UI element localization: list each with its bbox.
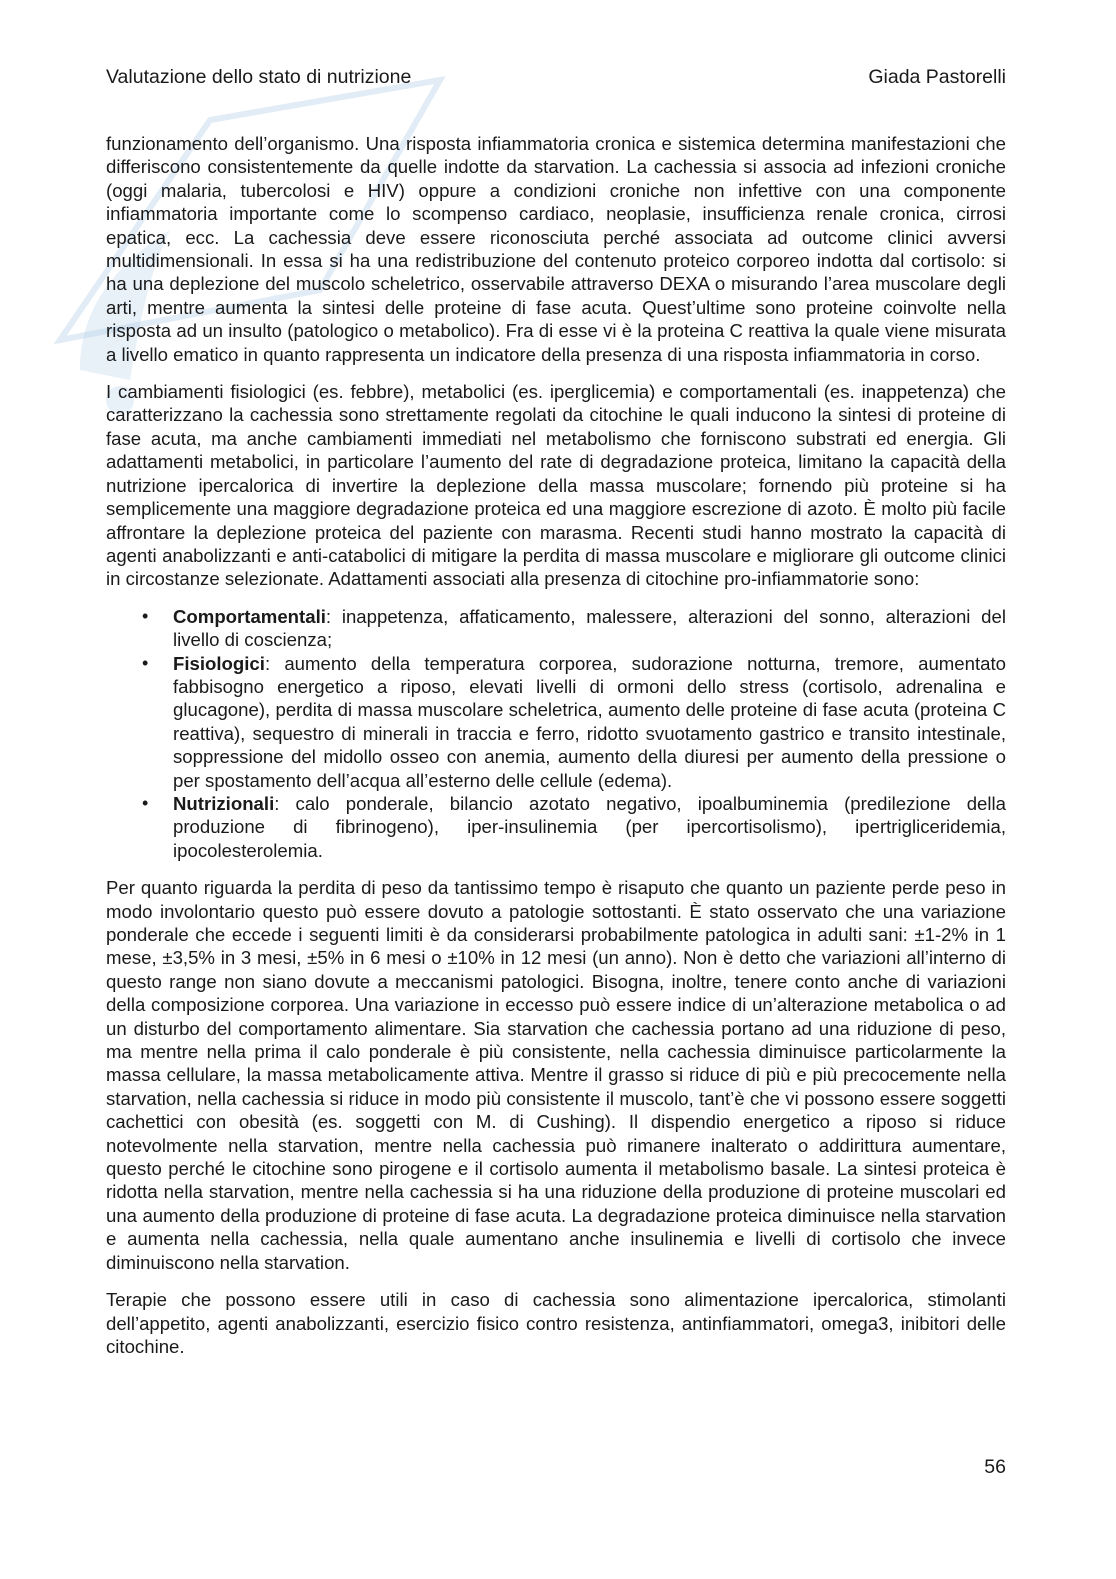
list-item-label: Nutrizionali xyxy=(173,792,275,814)
list-item-text: : aumento della temperatura corporea, sudorazione notturna, tremore, aumentato fabbisogno energetico a riposo, elevati livelli di ormoni dello stress (cortisolo, adrenalina e glucagone), perdita di massa muscolare scheletrica, aumento delle proteine di fase acuta (proteina C reattiva), sequestro di minerali in traccia e ferro, ridotto svuotamento gastrico e transito intestinale, soppressione del midollo osseo con anemia, aumento della diuresi per aumento della pressione o per spostamento dell’acqua all’esterno delle cellule (edema). xyxy=(173,652,1006,791)
list-item xyxy=(142,605,1006,652)
bullet-icon: • xyxy=(142,792,149,813)
list-item xyxy=(142,652,1006,792)
paragraph: Terapie che possono essere utili in caso di cachessia sono alimentazione ipercalorica, stimolanti dell’appetito, agenti anabolizzanti, esercizio fisico contro resistenza, antinfiammatori, omega3, inibitori delle citochine. xyxy=(106,1289,1006,1357)
page-header xyxy=(106,66,1006,94)
page-number: 56 xyxy=(984,1456,1006,1478)
bullet-list xyxy=(106,605,1006,862)
paragraph: Per quanto riguarda la perdita di peso da tantissimo tempo è risaputo che quanto un paziente perde peso in modo involontario questo può essere dovuto a patologie sottostanti. È stato osservato che una variazione ponderale che eccede i seguenti limiti è da considerarsi probabilmente patologica in adulti sani: ±1-2% in 1 mese, ±3,5% in 3 mesi, ±5% in 6 mesi o ±10% in 12 mesi (un anno). Non è detto che variazioni all’interno di questo range non siano dovute a meccanismi patologici. Bisogna, inoltre, tenere conto anche di variazioni della composizione corporea. Una variazione in eccesso può essere indice di un’alterazione metabolica o ad un disturbo del comportamento alimentare. Sia starvation che cachessia portano ad una riduzione di peso, ma mentre nella prima il calo ponderale è più consistente, nella cachessia diminuisce particolarmente la massa cellulare, la massa metabolicamente attiva. Mentre il grasso si riduce di più e più precocemente nella starvation, nella cachessia si riduce in modo più consistente il muscolo, tant’è che vi possono essere soggetti cachettici con obesità (es. soggetti con M. di Cushing). Il dispendio energetico a riposo si riduce notevolmente nella starvation, mentre nella cachessia può rimanere inalterato o addirittura aumentare, questo perché le citochine sono pirogene e il cortisolo aumenta il metabolismo basale. La sintesi proteica è ridotta nella starvation, mentre nella cachessia si ha una riduzione della produzione di proteine muscolari ed una aumento della produzione di proteine di fase acuta. La degradazione proteica diminuisce nella starvation e aumenta nella cachessia, nella quale aumentano anche insulinemia e livelli di cortisolo che invece diminuiscono nella starvation. xyxy=(106,877,1006,1273)
list-item xyxy=(142,792,1006,862)
bullet-icon: • xyxy=(142,652,149,673)
document-body xyxy=(106,132,1006,1372)
header-author: Giada Pastorelli xyxy=(868,66,1006,88)
paragraph: I cambiamenti fisiologici (es. febbre), metabolici (es. iperglicemia) e comportamentali (es. inappetenza) che caratterizzano la cachessia sono strettamente regolati da citochine le quali inducono la sintesi di proteine di fase acuta, ma anche cambiamenti immediati nel metabolismo che forniscono substrati ed energia. Gli adattamenti metabolici, in particolare l’aumento del rate di degradazione proteica, limitano la capacità della nutrizione ipercalorica di invertire la deplezione della massa muscolare; fornendo più proteine si ha semplicemente una maggiore degradazione proteica ed una maggiore escrezione di azoto. È molto più facile affrontare la deplezione proteica del paziente con marasma. Recenti studi hanno mostrato la capacità di agenti anabolizzanti e anti-catabolici di mitigare la perdita di massa muscolare e migliorare gli outcome clinici in circostanze selezionate. Adattamenti associati alla presenza di citochine pro-infiammatorie sono: xyxy=(106,381,1006,590)
list-item-text: : calo ponderale, bilancio azotato negativo, ipoalbuminemia (predilezione della produzione di fibrinogeno), iper-insulinemia (per ipercortisolismo), ipertrigliceridemia, ipocolesterolemia. xyxy=(173,792,1006,861)
bullet-icon: • xyxy=(142,605,149,626)
list-item-label: Fisiologici xyxy=(173,652,265,674)
header-title: Valutazione dello stato di nutrizione xyxy=(106,66,412,88)
paragraph: funzionamento dell’organismo. Una risposta infiammatoria cronica e sistemica determina manifestazioni che differiscono consistentemente da quelle indotte da starvation. La cachessia si associa ad infezioni croniche (oggi malaria, tubercolosi e HIV) oppure a condizioni croniche non infettive con una componente infiammatoria importante come lo scompenso cardiaco, neoplasie, insufficienza renale cronica, cirrosi epatica, ecc. La cachessia deve essere riconosciuta perché associata ad outcome clinici avversi multidimensionali. In essa si ha una redistribuzione del contenuto proteico corporeo indotta dal cortisolo: si ha una deplezione del muscolo scheletrico, osservabile attraverso DEXA o misurando l’area muscolare degli arti, mentre aumenta la sintesi delle proteine di fase acuta. Quest’ultime sono proteine coinvolte nella risposta ad un insulto (patologico o metabolico). Fra di esse vi è la proteina C reattiva la quale viene misurata a livello ematico in quanto rappresenta un indicatore della presenza di una risposta infiammatoria in corso. xyxy=(106,133,1006,365)
list-item-text: : inappetenza, affaticamento, malessere, alterazioni del sonno, alterazioni del livello di coscienza; xyxy=(173,605,1006,651)
list-item-label: Comportamentali xyxy=(173,605,326,627)
